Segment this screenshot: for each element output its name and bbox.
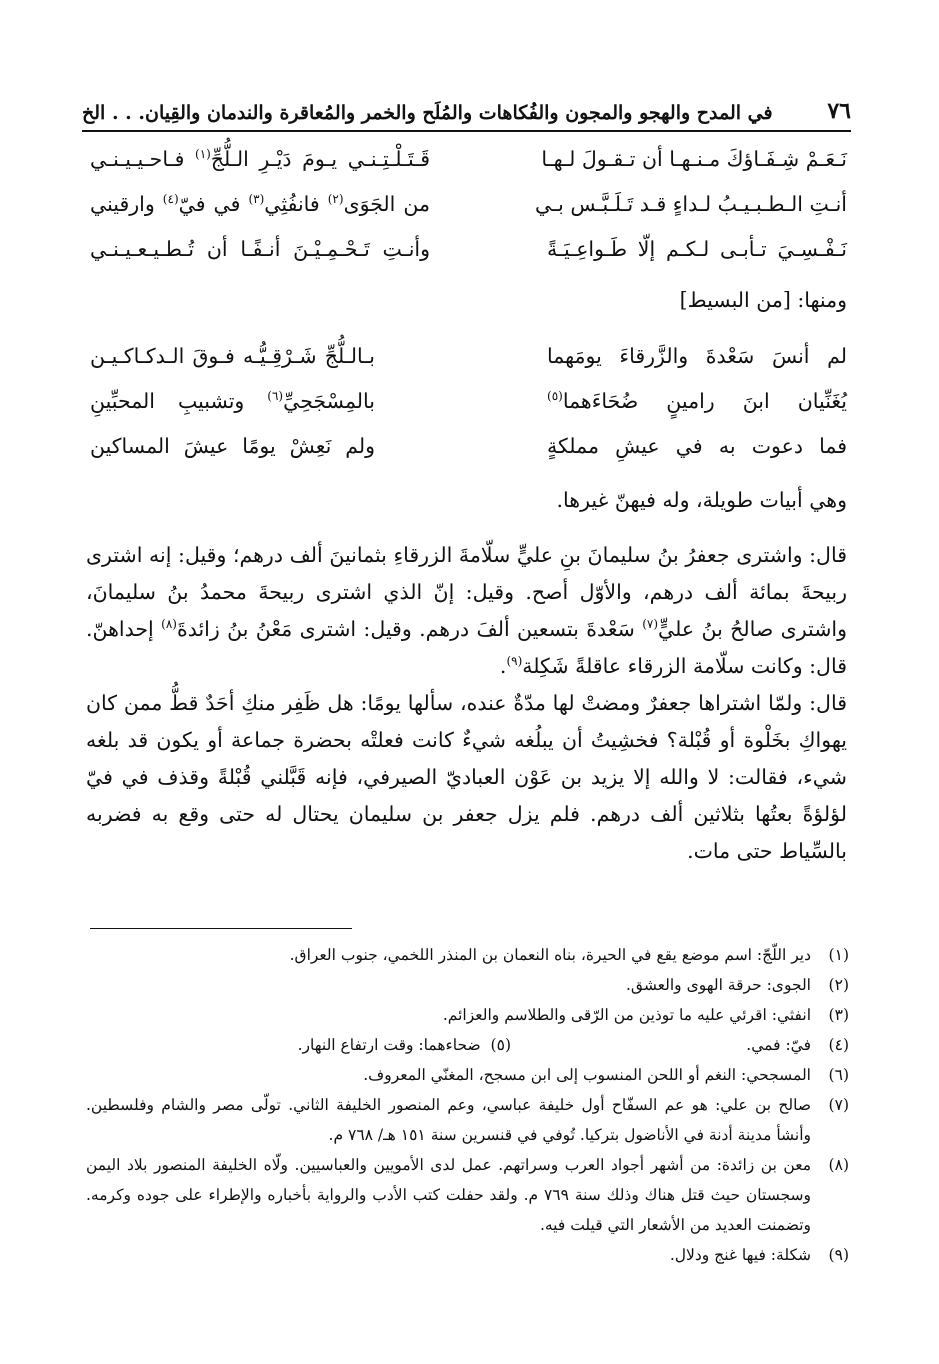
hemistich-first: أنـتِ الـطـبـيـبُ لـداءٍ قـد تَـلَـبَّـس بـي — [535, 191, 847, 216]
footnote-ref: (١) — [195, 146, 211, 161]
footnote-ref: (٩) — [506, 654, 523, 669]
footnote-inline-num: (٥) — [490, 1036, 511, 1054]
verse-row — [90, 181, 847, 226]
hemistich-second: وأنـتِ تَـحْـمِـيْـنَ أنـفًـا أن تُـطـيـعـيـنـي — [90, 236, 430, 261]
hemistich-second: بـالـلُّجِّ شَـرْقِـيُّـه فـوقَ الـدكـاكـيـن — [90, 343, 375, 368]
paragraph: قال: واشترى جعفرُ بنُ سليمانَ بنِ عليٍّ سلّامةَ الزرقاءِ بثمانينَ ألف درهم؛ وقيل: إنه اشترى ربيحةَ بمائة ألف درهم، والأوّل أصح. وقيل: إنّ الذي اشترى ربيحةَ محمدُ بنُ سليمانَ، واشترى صالحُ بنُ عليٍّ$^{(٧)}$ سَعْدةَ بتسعين ألفَ درهم. وقيل: اشترى مَعْنُ بنُ زائدةَ$^{(٨)}$ إحداهنّ. قال: وكانت سلّامة الزرقاء عاقلةً شَكِلة$^{(٩)}$. — [86, 543, 847, 678]
hemistich-first: نَـعَـمْ شِـفَـاؤكَ مـنـهـا أن تـقـولَ لـهـا — [541, 146, 847, 171]
verse-row — [90, 423, 847, 468]
hemistich-first: يُغَنِّيان ابنَ رامينٍ ضُحَاءَهما$^{(٥)}$ — [547, 388, 847, 413]
footnote: (٧) صالح بن علي: هو عم السفّاح أول خليفة عباسي، وعم المنصور الخليفة الثاني. تولّى مصر والشام وفلسطين. وأنشأ مدينة أدنة في الأناضول بتركيا. تُوفي في قنسرين سنة ١٥١ هـ/ ٧٦٨ م. — [86, 1096, 849, 1144]
hemistich-first: نَـفْـسِـيَ تـأبـى لـكـم إلّا طَـواعِـيَـةً — [547, 236, 847, 261]
page-number: ٧٦ — [827, 98, 851, 124]
running-title: في المدح والهجو والمجون والفُكاهات والمُلَح والخمر والمُعاقرة والندمان والقِيان. . . الخ — [82, 102, 773, 124]
footnote: (٢) الجوى: حرقة الهوى والعشق. — [625, 976, 849, 994]
footnote-ref: (٦) — [267, 388, 284, 403]
hemistich-first: لم أنسَ سَعْدةَ والزَّرقاءَ يومَهما — [547, 343, 847, 368]
hemistich-second: قَـتَـلْـتِـنـي يـومَ دَيْـرِ الـلُّجِّ$^{(١)}$ فـاحـيـيـنـي — [90, 146, 430, 171]
hemistich-second: ولم نَعِشْ يومًا عيشَ المساكين — [90, 433, 375, 458]
page-header — [82, 84, 851, 132]
footnote: (٤) فيّ: فمي. (٥) ضحاءهما: وقت ارتفاع النهار. — [86, 1030, 849, 1060]
verse-row — [90, 226, 847, 271]
hemistich-first: فما دعوت به في عيشِ مملكةٍ — [547, 433, 847, 458]
paragraph: قال: ولمّا اشتراها جعفرٌ ومضتْ لها مدّةٌ عنده، سألها يومًا: هل ظَفِر منكِ أحَدٌ قطُّ ممن كان يهواكِ بخَلْوة أو قُبْلة؟ فخشِيتُ أن يبلُغه شيءٌ كانت فعلتْه بحضرة جماعة أو يكون قد بلغه شيء، فقالت: لا والله إلا يزيد بن عَوْن العباديّ الصيرفي، فإنه قَبَّلني قُبْلةً وقذف في فيّ لؤلؤةً بعتُها بثلاثين ألف درهم. فلم يزل جعفر بن سليمان يحتال له حتى وقع به فضربه بالسِّياط حتى مات. — [86, 691, 847, 863]
poem-two — [90, 333, 847, 468]
poem-intro: ومنها: [من البسيط] — [679, 288, 847, 312]
footnote-ref: (٥) — [547, 388, 563, 403]
footnotes — [86, 940, 849, 1270]
footnote: (٩) شكلة: فيها غنج ودلال. — [669, 1246, 849, 1264]
footnote-ref: (٤) — [162, 191, 179, 206]
footnote-ref: (٢) — [327, 191, 344, 206]
footnote: (٨) معن بن زائدة: من أشهر أجواد العرب وسراتهم. عمل لدى الأمويين والعباسيين. ولّاه الخليفة المنصور بلاد اليمن وسجستان حيث قتل هناك وذلك سنة ٧٦٩ م. ولقد حفلت كتب الأدب والرواية بأخباره والإطراء على جوده وكرمه. وتضمنت العديد من الأشعار التي قيلت فيه. — [86, 1156, 849, 1234]
footnote-divider — [90, 928, 352, 929]
footnote: (٦) المسجحي: النغم أو اللحن المنسوب إلى ابن مسجح، المغنّي المعروف. — [363, 1066, 849, 1084]
poem-note: وهي أبيات طويلة، وله فيهنّ غيرها. — [556, 488, 847, 512]
footnote-ref: (٣) — [248, 191, 265, 206]
prose-body — [86, 537, 847, 870]
hemistich-second: من الجَوَى$^{(٢)}$ فانفُثِي$^{(٣)}$ في فيّ$^{(٤)}$ وارقيني — [90, 191, 430, 216]
footnote-ref: (٨) — [161, 617, 177, 632]
footnote: (١) دير اللّجّ: اسم موضع يقع في الحيرة، بناه النعمان بن المنذر اللخمي، جنوب العراق. — [289, 946, 849, 964]
verse-row — [90, 333, 847, 378]
verse-row — [90, 378, 847, 423]
footnote: (٣) انفثي: اقرئي عليه ما توذين من الرّقى والطلاسم والعزائم. — [442, 1006, 849, 1024]
footnote-ref: (٧) — [642, 617, 659, 632]
verse-row — [90, 136, 847, 181]
poem-one — [90, 136, 847, 271]
hemistich-second: بالمِسْجَحِيِّ$^{(٦)}$ وتشبيبِ المحبِّينِ — [90, 388, 375, 413]
